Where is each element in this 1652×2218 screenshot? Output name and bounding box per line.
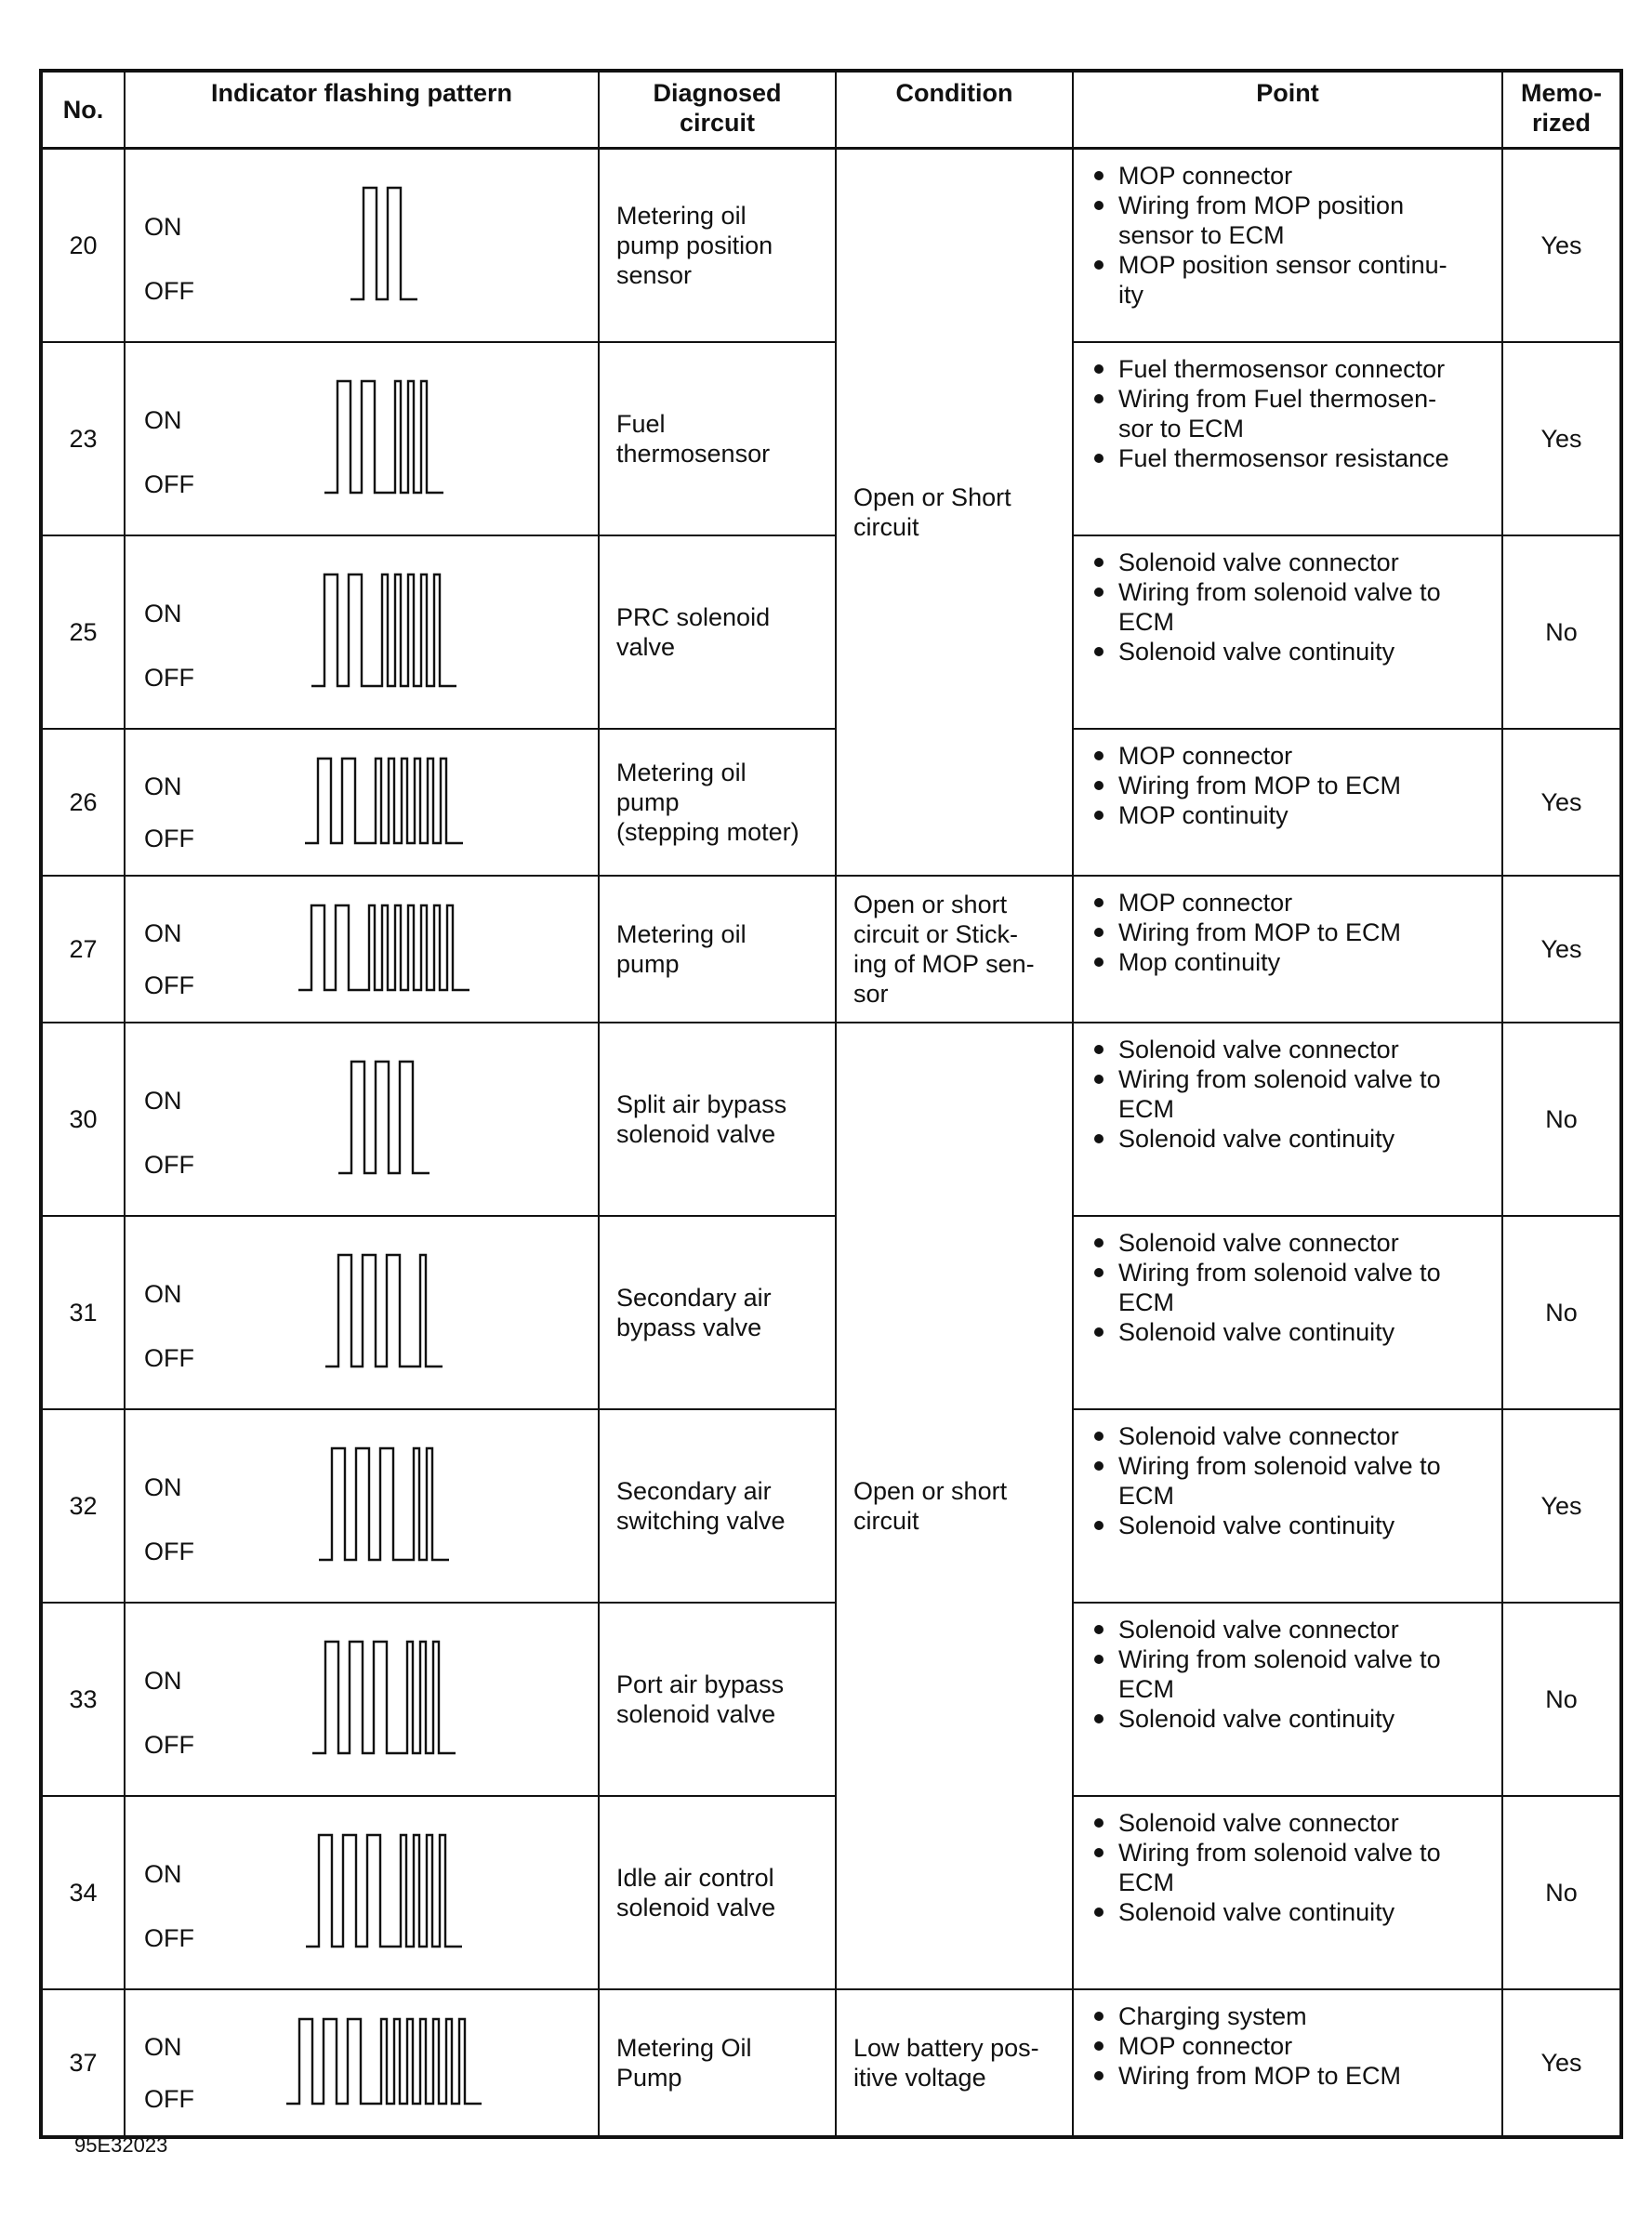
check-points [1073, 1796, 1502, 1989]
pulse-train [325, 1255, 443, 1366]
off-label: OFF [144, 1537, 194, 1565]
check-point-item: Wiring from MOP to ECM [1090, 918, 1494, 947]
code-number: 26 [41, 729, 125, 876]
check-point-item: MOP connector [1090, 2031, 1494, 2061]
flash-waveform [126, 1217, 600, 1408]
on-label: ON [144, 1472, 182, 1501]
table-row [41, 1796, 1621, 1989]
check-points [1073, 1603, 1502, 1796]
off-label: OFF [144, 824, 194, 852]
memorized-value: No [1502, 1796, 1621, 1989]
off-label: OFF [144, 469, 194, 498]
diagnosed-circuit: Idle air control solenoid valve [599, 1796, 836, 1989]
flash-pattern-cell [125, 342, 599, 535]
header-diagnosed: Diagnosed circuit [599, 71, 836, 148]
check-points [1073, 535, 1502, 729]
check-point-item: Wiring from solenoid valve to ECM [1090, 1451, 1494, 1511]
flash-waveform [126, 150, 600, 341]
check-points [1073, 1023, 1502, 1216]
check-point-item: Solenoid valve connector [1090, 548, 1494, 577]
check-point-item: Solenoid valve connector [1090, 1615, 1494, 1644]
pulse-train [324, 381, 443, 493]
flash-waveform [126, 1410, 600, 1602]
header-memorized: Memo- rized [1502, 71, 1621, 148]
flash-pattern-cell [125, 1989, 599, 2137]
pulse-train [286, 2019, 482, 2104]
diagnosed-circuit: Metering oil pump [599, 876, 836, 1023]
flash-waveform [126, 1023, 600, 1215]
pulse-train [306, 1835, 462, 1947]
code-number: 30 [41, 1023, 125, 1216]
diagnosed-circuit: Metering oil pump position sensor [599, 148, 836, 342]
table-row [41, 729, 1621, 876]
memorized-value: No [1502, 535, 1621, 729]
off-label: OFF [144, 663, 194, 692]
off-label: OFF [144, 1730, 194, 1759]
check-point-item: Solenoid valve connector [1090, 1808, 1494, 1838]
pulse-train [319, 1448, 449, 1560]
check-points [1073, 876, 1502, 1023]
memorized-value: Yes [1502, 148, 1621, 342]
check-point-item: Wiring from solenoid valve to ECM [1090, 1644, 1494, 1704]
check-point-item: Fuel thermosensor resistance [1090, 443, 1494, 473]
condition-cell: Open or short circuit [836, 1023, 1073, 1989]
check-point-item: Solenoid valve connector [1090, 1035, 1494, 1064]
check-point-item: Solenoid valve continuity [1090, 1317, 1494, 1347]
flash-waveform [126, 877, 600, 1022]
code-number: 27 [41, 876, 125, 1023]
check-point-item: Solenoid valve continuity [1090, 1704, 1494, 1734]
code-number: 32 [41, 1409, 125, 1603]
flash-pattern-cell [125, 1023, 599, 1216]
check-point-item: Solenoid valve connector [1090, 1228, 1494, 1258]
on-label: ON [144, 772, 182, 800]
check-points [1073, 1216, 1502, 1409]
on-label: ON [144, 405, 182, 434]
flash-waveform [126, 536, 600, 728]
check-points [1073, 1409, 1502, 1603]
on-label: ON [144, 1859, 182, 1888]
check-point-item: Wiring from solenoid valve to ECM [1090, 1064, 1494, 1124]
pulse-train [305, 759, 463, 843]
on-label: ON [144, 1666, 182, 1695]
figure-id: 95E32023 [74, 2133, 168, 2157]
table-row [41, 1989, 1621, 2137]
code-number: 31 [41, 1216, 125, 1409]
code-number: 37 [41, 1989, 125, 2137]
pulse-train [350, 188, 417, 299]
diagnosed-circuit: Secondary air switching valve [599, 1409, 836, 1603]
on-label: ON [144, 2032, 182, 2061]
header-point: Point [1073, 71, 1502, 148]
condition-cell: Open or Short circuit [836, 148, 1073, 876]
flash-waveform [126, 1797, 600, 1988]
check-point-item: Fuel thermosensor connector [1090, 354, 1494, 384]
code-number: 20 [41, 148, 125, 342]
pulse-train [298, 905, 469, 990]
check-points [1073, 148, 1502, 342]
flash-pattern-cell [125, 1796, 599, 1989]
diagnosed-circuit: PRC solenoid valve [599, 535, 836, 729]
off-label: OFF [144, 1150, 194, 1179]
diagnosed-circuit: Secondary air bypass valve [599, 1216, 836, 1409]
table-row [41, 876, 1621, 1023]
code-number: 25 [41, 535, 125, 729]
flash-pattern-cell [125, 535, 599, 729]
memorized-value: Yes [1502, 729, 1621, 876]
condition-cell: Low battery pos- itive voltage [836, 1989, 1073, 2137]
on-label: ON [144, 212, 182, 241]
table-row [41, 148, 1621, 342]
code-number: 34 [41, 1796, 125, 1989]
flash-waveform [126, 343, 600, 535]
check-point-item: MOP continuity [1090, 800, 1494, 830]
flash-pattern-cell [125, 1409, 599, 1603]
table-row [41, 1023, 1621, 1216]
check-point-item: Wiring from Fuel thermosen- sor to ECM [1090, 384, 1494, 443]
check-point-item: Solenoid valve continuity [1090, 637, 1494, 667]
diagnosed-circuit: Split air bypass solenoid valve [599, 1023, 836, 1216]
check-points [1073, 729, 1502, 876]
diagnostic-code-table [39, 69, 1623, 2139]
code-number: 23 [41, 342, 125, 535]
check-points [1073, 1989, 1502, 2137]
check-point-item: Wiring from solenoid valve to ECM [1090, 1258, 1494, 1317]
memorized-value: No [1502, 1216, 1621, 1409]
check-point-item: Wiring from solenoid valve to ECM [1090, 577, 1494, 637]
pulse-train [338, 1062, 430, 1173]
diagnosed-circuit: Metering oil pump (stepping moter) [599, 729, 836, 876]
check-point-item: Wiring from MOP position sensor to ECM [1090, 191, 1494, 250]
memorized-value: Yes [1502, 1989, 1621, 2137]
on-label: ON [144, 918, 182, 947]
table-row [41, 1409, 1621, 1603]
check-point-item: Solenoid valve continuity [1090, 1897, 1494, 1927]
header-pattern: Indicator flashing pattern [125, 71, 599, 148]
flash-pattern-cell [125, 148, 599, 342]
check-point-item: Wiring from MOP to ECM [1090, 2061, 1494, 2091]
check-points [1073, 342, 1502, 535]
on-label: ON [144, 599, 182, 627]
check-point-item: Wiring from solenoid valve to ECM [1090, 1838, 1494, 1897]
pulse-train [312, 1642, 456, 1753]
off-label: OFF [144, 970, 194, 999]
flash-waveform [126, 1990, 600, 2135]
pulse-train [311, 574, 456, 686]
off-label: OFF [144, 276, 194, 305]
check-point-item: Solenoid valve continuity [1090, 1511, 1494, 1540]
table-body [41, 148, 1621, 2137]
header-no: No. [41, 71, 125, 148]
check-point-item: Wiring from MOP to ECM [1090, 771, 1494, 800]
off-label: OFF [144, 2084, 194, 2113]
code-number: 33 [41, 1603, 125, 1796]
flash-pattern-cell [125, 729, 599, 876]
flash-pattern-cell [125, 876, 599, 1023]
check-point-item: MOP connector [1090, 161, 1494, 191]
header-condition: Condition [836, 71, 1073, 148]
check-point-item: MOP connector [1090, 741, 1494, 771]
flash-waveform [126, 730, 600, 875]
memorized-value: No [1502, 1023, 1621, 1216]
memorized-value: No [1502, 1603, 1621, 1796]
check-point-item: Solenoid valve connector [1090, 1421, 1494, 1451]
flash-waveform [126, 1604, 600, 1795]
table-row [41, 342, 1621, 535]
check-point-item: MOP position sensor continu- ity [1090, 250, 1494, 310]
table-row [41, 1603, 1621, 1796]
diagnosed-circuit: Port air bypass solenoid valve [599, 1603, 836, 1796]
off-label: OFF [144, 1923, 194, 1952]
diagnosed-circuit: Metering Oil Pump [599, 1989, 836, 2137]
condition-cell: Open or short circuit or Stick- ing of MOP sen- sor [836, 876, 1073, 1023]
memorized-value: Yes [1502, 876, 1621, 1023]
header-row [41, 71, 1621, 148]
memorized-value: Yes [1502, 342, 1621, 535]
check-point-item: Mop continuity [1090, 947, 1494, 977]
off-label: OFF [144, 1343, 194, 1372]
check-point-item: Solenoid valve continuity [1090, 1124, 1494, 1154]
on-label: ON [144, 1086, 182, 1115]
diagnosed-circuit: Fuel thermosensor [599, 342, 836, 535]
flash-pattern-cell [125, 1216, 599, 1409]
table-row [41, 535, 1621, 729]
check-point-item: MOP connector [1090, 888, 1494, 918]
memorized-value: Yes [1502, 1409, 1621, 1603]
on-label: ON [144, 1279, 182, 1308]
flash-pattern-cell [125, 1603, 599, 1796]
table-row [41, 1216, 1621, 1409]
check-point-item: Charging system [1090, 2001, 1494, 2031]
